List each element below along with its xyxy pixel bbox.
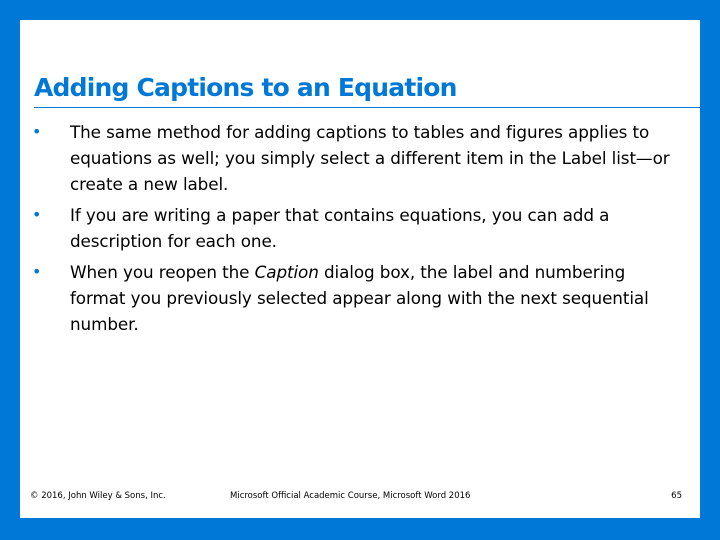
title-underline — [34, 107, 700, 108]
footer-course: Microsoft Official Academic Course, Microsoft Word 2016 — [230, 491, 471, 501]
footer-page-number: 65 — [671, 491, 682, 501]
bullet-marker: • — [32, 262, 42, 281]
bullet-item — [20, 259, 700, 337]
bullet-text: dialog box, the label and numbering format you previously selected appear along with the next sequential number. — [70, 262, 649, 334]
bullet-marker: • — [32, 122, 42, 141]
bullet-list — [20, 119, 700, 342]
bullet-item — [20, 119, 700, 197]
bullet-text-italic: Caption — [254, 262, 319, 282]
bullet-text: When you reopen the — [70, 262, 255, 282]
bullet-item — [20, 202, 700, 254]
footer-copyright: © 2016, John Wiley & Sons, Inc. — [30, 491, 166, 501]
bullet-text: The same method for adding captions to tables and figures applies to equations as well; you simply select a different item in the Label list—or create a new label. — [70, 122, 670, 194]
slide — [20, 20, 700, 518]
slide-title: Adding Captions to an Equation — [34, 73, 457, 102]
bullet-marker: • — [32, 205, 42, 224]
bullet-text: If you are writing a paper that contains equations, you can add a description for each one. — [70, 205, 610, 251]
